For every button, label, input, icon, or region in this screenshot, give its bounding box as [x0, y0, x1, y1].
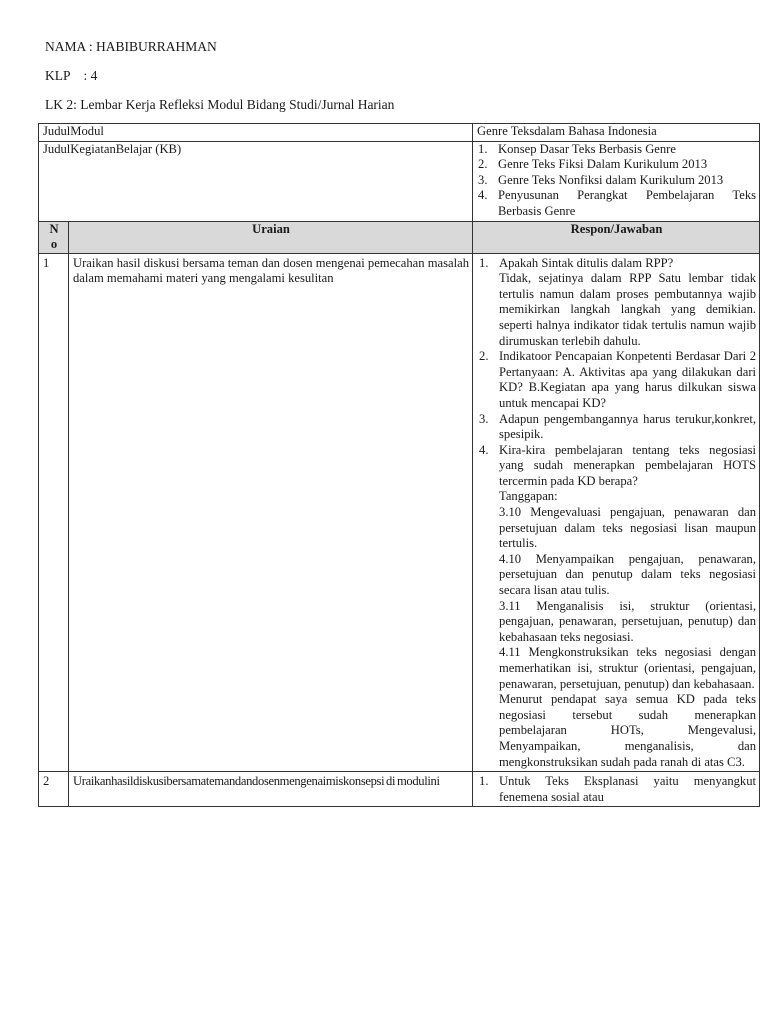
column-header-uraian: Uraian — [69, 221, 473, 253]
learning-activity-item: 1. Konsep Dasar Teks Berbasis Genre — [478, 141, 676, 156]
response-item: 1. Apakah Sintak ditulis dalam RPP? Tidak, sejatinya dalam RPP Satu lembar tidak tertulis namun dalam proses pembutannya wajib memikirkan langkah langkah yang demikian. seperti halnya indikator tidak tertulis namun wajib dirumuskan terlebih dahulu. — [479, 255, 757, 348]
row-number: 2 — [39, 772, 69, 807]
module-title-value: Genre Teksdalam Bahasa Indonesia — [473, 124, 760, 142]
row-uraian: Uraikanhasildiskusibersamatemandandosenmengenaimiskonsepsi di modulini — [69, 772, 473, 807]
learning-activity-list-cell — [473, 141, 760, 221]
response-list — [477, 256, 756, 771]
table-row — [39, 253, 760, 772]
column-header-no: No — [39, 221, 69, 253]
learning-activity-item: 4. Penyusunan Perangkat Pembelajaran Teks Berbasis Genre — [478, 188, 757, 218]
learning-activity-list — [477, 142, 756, 220]
worksheet-title: LK 2: Lembar Kerja Refleksi Modul Bidang Studi/Jurnal Harian — [45, 97, 395, 112]
response-item: 4. Kira-kira pembelajaran tentang teks negosiasi yang sudah menerapkan pembelajaran HOTS tercermin pada KD berapa? Tanggapan: 3.10 Mengevaluasi pengajuan, penawaran dan persetujuan dalam teks negosiasi lisan maupun tertulis. 4.10 Menyampaikan pengajuan, penawaran, persetujuan dan penutup dalam teks negosiasi secara lisan atau tulis. 3.11 Menganalisis isi, struktur (orientasi, pengajuan, penawaran, persetujuan, penutup) dan kebahasaan teks negosiasi. 4.11 Mengkonstruksikan teks negosiasi dengan memerhatikan isi, struktur (orientasi, pengajuan, penawaran, persetujuan, penutup) dan kebahasaan. Menurut pendapat saya semua KD pada teks negosiasi tersebut sudah menerapkan pembelajaran HOTs, Mengevalusi, Menyampaikan, menganalisis, dan mengkonstruksikan sudah pada ranah di atas C3. — [479, 442, 757, 769]
learning-activity-item: 3. Genre Teks Nonfiksi dalam Kurikulum 2013 — [478, 172, 724, 187]
response-item: 1. Untuk Teks Eksplanasi yaitu menyangkut fenemena sosial atau — [479, 774, 757, 804]
table-row — [39, 772, 760, 807]
module-title-label: JudulModul — [39, 124, 473, 142]
response-item: 3. Adapun pengembangannya harus terukur,konkret, spesipik. — [479, 411, 757, 442]
row-uraian: Uraikan hasil diskusi bersama teman dan dosen mengenai pemecahan masalah dalam memahami materi yang mengalami kesulitan — [69, 253, 473, 772]
row-respon — [473, 253, 760, 772]
row-respon — [473, 772, 760, 807]
learning-activity-item: 2. Genre Teks Fiksi Dalam Kurikulum 2013 — [478, 157, 708, 172]
table-header-row — [39, 221, 760, 253]
group-number: KLP : 4 — [45, 68, 98, 83]
student-name: NAMA : HABIBURRAHMAN — [45, 39, 217, 54]
learning-activity-row — [39, 141, 760, 221]
reflection-table — [38, 123, 760, 807]
response-list — [477, 774, 756, 805]
learning-activity-label: JudulKegiatanBelajar (KB) — [39, 141, 473, 221]
response-item: 2. Indikatoor Pencapaian Konpetenti Berdasar Dari 2 Pertanyaan: A. Aktivitas apa yang dilakukan dari KD? B.Kegiatan apa yang harus dilkukan siswa untuk mencapai KD? — [479, 349, 757, 410]
row-number: 1 — [39, 253, 69, 772]
module-title-row — [39, 124, 760, 142]
column-header-respon: Respon/Jawaban — [473, 221, 760, 253]
